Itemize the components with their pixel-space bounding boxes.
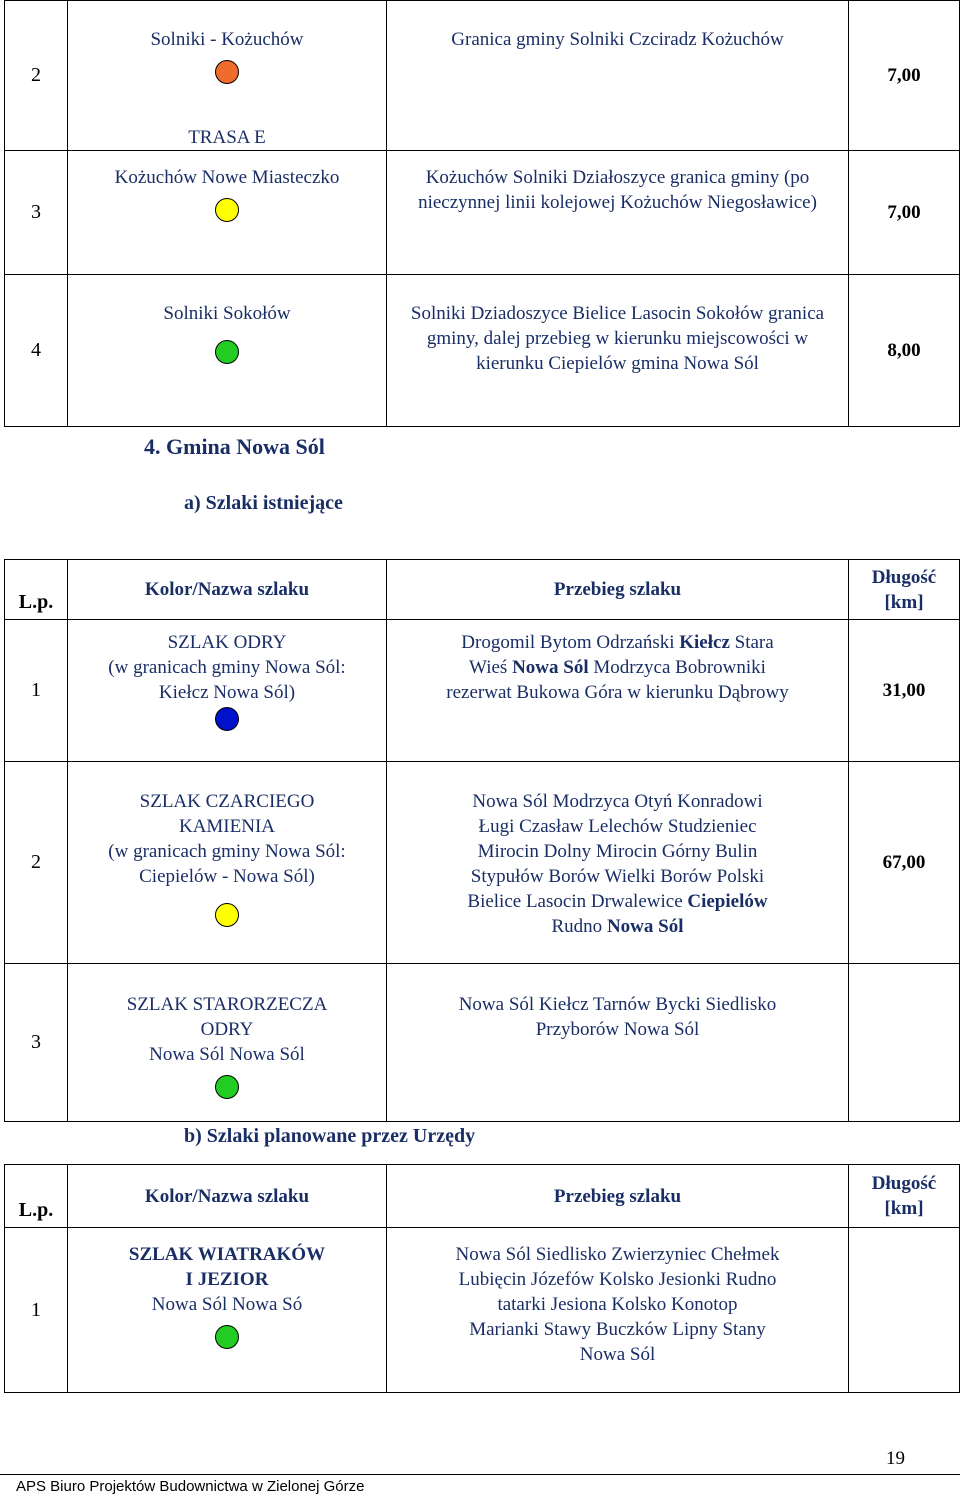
header-length [849,560,960,620]
route-length: 8,00 [849,275,960,427]
table-row [5,1228,960,1393]
trail-name: SZLAK WIATRAKÓW [128,1244,326,1265]
trail-name: SZLAK ODRY [167,632,287,653]
trail-route: Drogomil Bytom Odrzański Kiełcz Stara Wieś Nowa Sól Modrzyca Bobrowniki rezerwat Bukowa Góra w kierunku Dąbrowy [387,620,849,762]
row-number: 1 [5,620,68,762]
trail-color-dot [215,198,239,222]
trail-length: 31,00 [849,620,960,762]
trail-name-detail: Nowa Sól Nowa Só [151,1294,303,1315]
trail-name-cell [68,620,387,762]
trail-length [849,1228,960,1393]
route-name-cell [68,275,387,427]
header-name: Kolor/Nazwa szlaku [68,1165,387,1228]
trail-name-detail: (w granicach gminy Nowa Sól: [108,841,346,862]
row-number: 1 [5,1228,68,1393]
trail-name: I JEZIOR [185,1269,269,1290]
trail-name: KAMIENIA [178,816,276,837]
route-name-cell [68,1,387,151]
trail-color-dot [215,340,239,364]
trail-name: SZLAK STARORZECZA [126,994,328,1015]
header-route: Przebieg szlaku [387,560,849,620]
header-name: Kolor/Nazwa szlaku [68,560,387,620]
row-number: 3 [5,964,68,1122]
trail-color-dot [215,903,239,927]
section-title: 4. Gmina Nowa Sól [144,434,325,459]
trail-length: 67,00 [849,762,960,964]
route-name-cell [68,151,387,275]
header-lp: L.p. [5,1165,68,1228]
route-name: Kożuchów Nowe Miasteczko [114,167,340,188]
table-row [5,964,960,1122]
trail-name-detail: Nowa Sól Nowa Sól [149,1044,305,1065]
trail-color-dot [215,707,239,731]
planned-trails-table [4,1164,960,1393]
route-length: 7,00 [849,1,960,151]
route-name: Solniki - Kożuchów [150,29,304,50]
trail-name-cell [68,1228,387,1393]
trail-route: Nowa Sól Modrzyca Otyń Konradowi Ługi Czasław Lelechów Studzieniec Mirocin Dolny Mirocin Górny Bulin Stypułów Borów Wielki Borów Polski Bielice Lasocin Drwalewice Ciepielów Rudno Nowa Sól [387,762,849,964]
section-subtitle-planned: b) Szlaki planowane przez Urzędy [184,1125,476,1147]
trail-color-dot [215,1075,239,1099]
row-number: 3 [5,151,68,275]
trail-color-dot [215,1325,239,1349]
row-number: 2 [5,1,68,151]
section-label: TRASA E [188,127,266,148]
trail-color-dot [215,60,239,84]
header-length-label: Długość [871,566,937,588]
trail-name-cell [68,964,387,1122]
trail-route: Nowa Sól Kiełcz Tarnów Bycki Siedlisko Przyborów Nowa Sól [387,964,849,1122]
table-row [5,1,960,151]
page-number: 19 [886,1448,905,1469]
table-row [5,275,960,427]
table-header-row [5,560,960,620]
header-lp: L.p. [5,560,68,620]
routes-table-top [4,0,960,427]
trail-name-cell [68,762,387,964]
table-row [5,620,960,762]
route-length: 7,00 [849,151,960,275]
section-subtitle-existing: a) Szlaki istniejące [184,492,343,514]
trail-name-detail: (w granicach gminy Nowa Sól: [108,657,346,678]
trail-name: SZLAK CZARCIEGO [139,791,315,812]
route-name: Solniki Sokołów [163,303,291,324]
trail-length [849,964,960,1122]
header-length-label: Długość [871,1173,937,1194]
trail-name: ODRY [200,1019,254,1040]
table-row [5,762,960,964]
footer-divider [0,1474,960,1475]
header-length-unit: [km] [884,1198,924,1219]
table-header-row [5,1165,960,1228]
header-length [849,1165,960,1228]
row-number: 4 [5,275,68,427]
trail-name-detail: Kiełcz Nowa Sól) [158,682,296,703]
table-row [5,151,960,275]
trail-route: Nowa Sól Siedlisko Zwierzyniec Chełmek Lubięcin Józefów Kolsko Jesionki Rudno tatarki Jesiona Kolsko Konotop Marianki Stawy Buczków Lipny Stany Nowa Sól [387,1228,849,1393]
route-description: Solniki Dziadoszyce Bielice Lasocin Sokołów granica gminy, dalej przebieg w kierunku miejscowości w kierunku Ciepielów gmina Nowa Sól [387,275,849,427]
row-number: 2 [5,762,68,964]
route-description: Granica gminy Solniki Czciradz Kożuchów [387,1,849,151]
header-route: Przebieg szlaku [387,1165,849,1228]
footer-company: APS Biuro Projektów Budownictwa w Zielonej Górze [16,1478,365,1495]
trail-name-detail: Ciepielów - Nowa Sól) [139,866,315,887]
route-description: Kożuchów Solniki Działoszyce granica gminy (po nieczynnej linii kolejowej Kożuchów Niegosławice) [387,151,849,275]
existing-trails-table [4,559,960,1122]
header-length-unit: [km] [884,591,924,613]
